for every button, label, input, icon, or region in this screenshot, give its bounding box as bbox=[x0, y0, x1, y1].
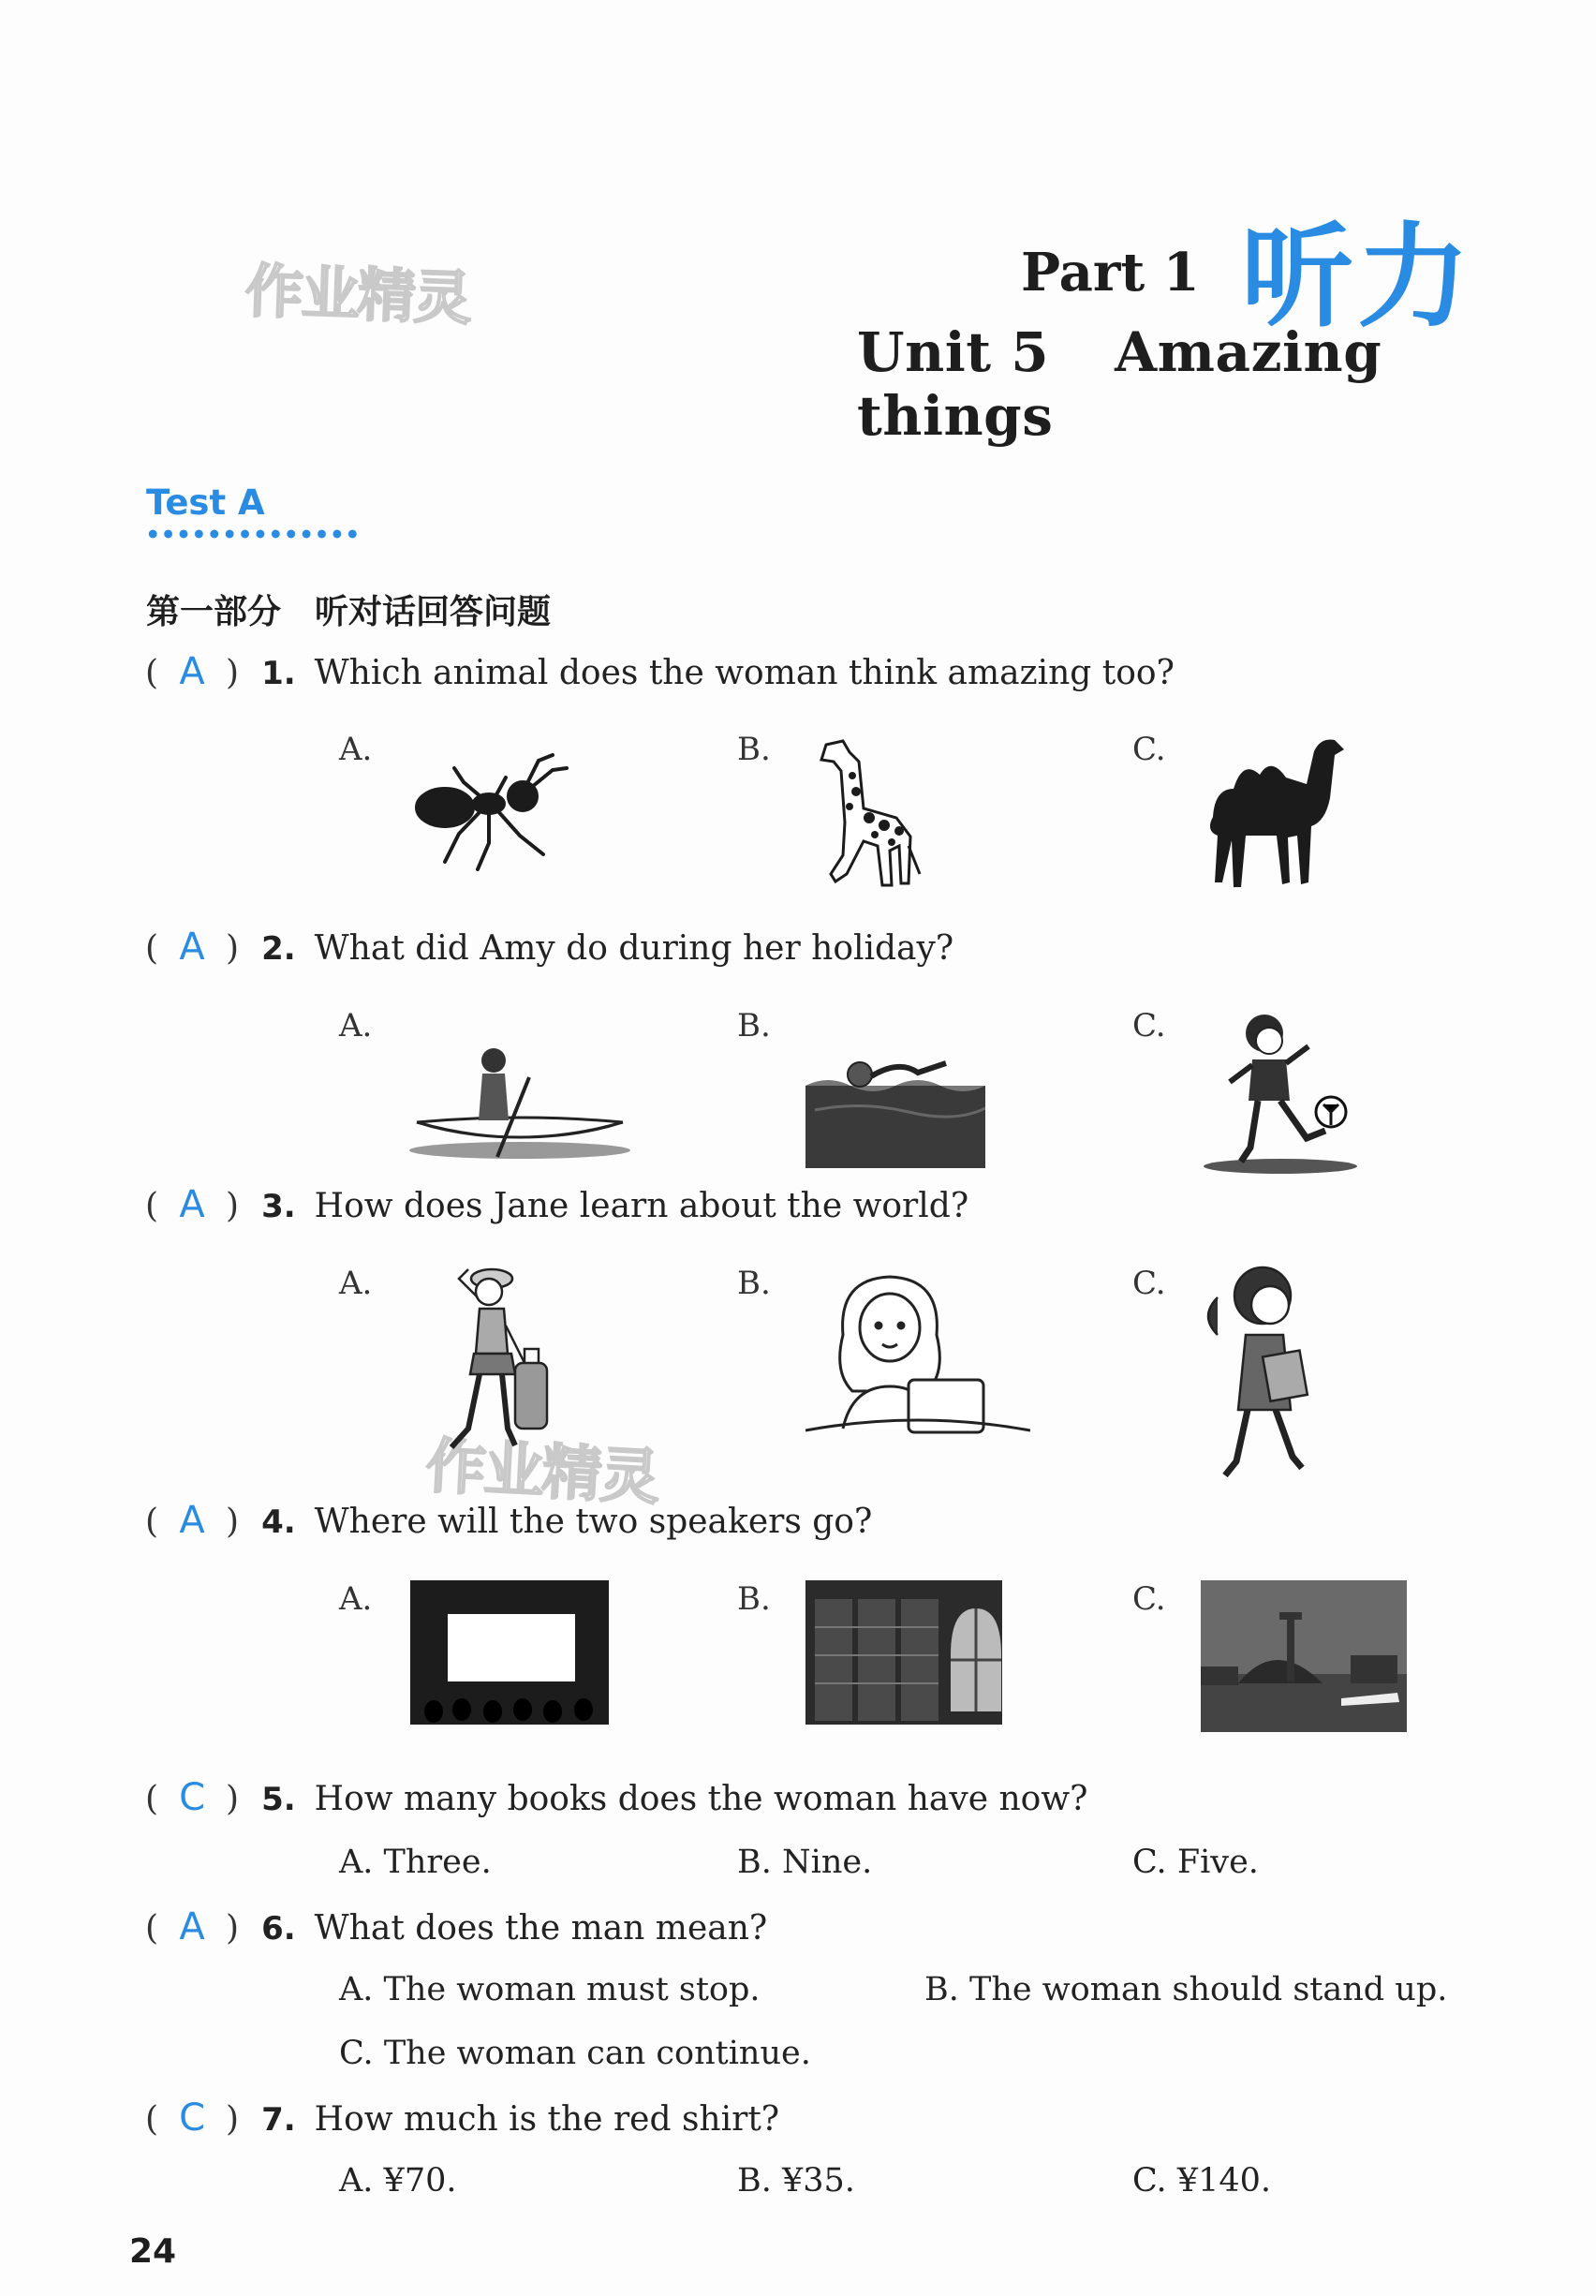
rowing-boat-icon bbox=[407, 1040, 632, 1162]
question-text: How much is the red shirt? bbox=[314, 2100, 780, 2139]
question-text: Which animal does the woman think amazing too? bbox=[314, 654, 1175, 692]
option bbox=[924, 1971, 1447, 2008]
playing-football-icon bbox=[1204, 1007, 1363, 1176]
option-letter: B. bbox=[737, 1265, 771, 1302]
option bbox=[1132, 1844, 1259, 1881]
option-letter: A. bbox=[339, 2162, 374, 2200]
question-number: 4. bbox=[261, 1504, 296, 1541]
swimming-icon bbox=[805, 1054, 985, 1168]
option bbox=[737, 1844, 872, 1881]
option-letter: C. bbox=[1132, 1007, 1166, 1044]
option-letter: B. bbox=[737, 2162, 772, 2200]
option-letter: B. bbox=[737, 731, 771, 768]
option-letter: C. bbox=[339, 2035, 374, 2072]
camel-icon bbox=[1204, 733, 1358, 896]
question-number: 6. bbox=[261, 1910, 296, 1948]
option bbox=[339, 1844, 492, 1881]
dotted-underline bbox=[145, 528, 361, 540]
answer-mark: A bbox=[179, 926, 205, 969]
question-text: Where will the two speakers go? bbox=[314, 1503, 873, 1541]
part-title-chinese: 听力 bbox=[1241, 213, 1473, 343]
option-letter: B. bbox=[737, 1844, 772, 1881]
unit-title bbox=[857, 320, 1596, 448]
question-number: 3. bbox=[261, 1188, 296, 1225]
unit-name: Amazing things bbox=[857, 320, 1382, 448]
question-row: ( A ) 4. Where will the two speakers go? bbox=[145, 1499, 873, 1542]
traveling-girl-icon bbox=[403, 1260, 590, 1457]
test-label: Test A bbox=[146, 482, 265, 523]
option-letter: C. bbox=[1132, 1844, 1167, 1881]
option-text: ¥70. bbox=[383, 2162, 457, 2200]
section-heading: 第一部分 听对话回答问题 bbox=[146, 593, 552, 631]
option-letter: A. bbox=[339, 1971, 374, 2008]
option-text: The woman can continue. bbox=[383, 2035, 811, 2072]
option-letter: B. bbox=[924, 1971, 959, 2008]
option bbox=[339, 2162, 456, 2200]
girl-reading-icon bbox=[1190, 1260, 1330, 1485]
question-row: ( A ) 2. What did Amy do during her holiday? bbox=[145, 926, 954, 969]
option-text: ¥35. bbox=[782, 2162, 855, 2200]
option-text: The woman should stand up. bbox=[969, 1971, 1448, 2008]
airport-icon bbox=[1201, 1580, 1407, 1732]
library-icon bbox=[805, 1580, 1002, 1725]
option-letter: A. bbox=[339, 1844, 374, 1881]
option-letter: A. bbox=[339, 1265, 373, 1302]
question-text: How many books does the woman have now? bbox=[314, 1780, 1088, 1818]
question-row: ( A ) 6. What does the man mean? bbox=[145, 1905, 768, 1948]
watermark: 作业精灵 bbox=[423, 1431, 660, 1514]
girl-with-laptop-icon bbox=[805, 1269, 1030, 1438]
option bbox=[339, 2035, 811, 2072]
question-text: What does the man mean? bbox=[314, 1909, 768, 1948]
answer-mark: A bbox=[179, 1183, 205, 1226]
unit-number: Unit 5 bbox=[857, 320, 1050, 384]
question-number: 1. bbox=[261, 655, 296, 692]
giraffe-icon bbox=[807, 733, 929, 893]
watermark: 作业精灵 bbox=[244, 256, 472, 333]
option-letter: B. bbox=[737, 1007, 771, 1044]
option-text: The woman must stop. bbox=[383, 1971, 761, 2008]
question-text: How does Jane learn about the world? bbox=[314, 1187, 969, 1225]
option bbox=[1132, 2162, 1271, 2200]
question-row: ( C ) 5. How many books does the woman have now? bbox=[145, 1776, 1088, 1819]
answer-mark: A bbox=[179, 1905, 205, 1948]
option-letter: B. bbox=[737, 1580, 771, 1618]
option-text: Nine. bbox=[782, 1844, 873, 1881]
question-number: 2. bbox=[261, 930, 296, 968]
option-letter: C. bbox=[1132, 731, 1166, 768]
question-row: ( A ) 1. Which animal does the woman think amazing too? bbox=[145, 650, 1175, 693]
question-text: What did Amy do during her holiday? bbox=[314, 929, 954, 968]
ant-icon bbox=[403, 749, 571, 876]
cinema-icon bbox=[410, 1580, 609, 1725]
option-letter: A. bbox=[339, 1580, 373, 1618]
question-number: 5. bbox=[261, 1781, 296, 1818]
answer-mark: C bbox=[179, 2096, 206, 2140]
answer-mark: A bbox=[179, 1499, 205, 1542]
option bbox=[737, 2162, 855, 2200]
option-text: Three. bbox=[383, 1844, 492, 1881]
option-text: Five. bbox=[1176, 1844, 1259, 1881]
option-text: ¥140. bbox=[1176, 2162, 1272, 2200]
answer-mark: A bbox=[179, 650, 205, 693]
option-letter: C. bbox=[1132, 1580, 1166, 1618]
option-letter: C. bbox=[1132, 2162, 1167, 2200]
question-row: ( C ) 7. How much is the red shirt? bbox=[145, 2096, 780, 2140]
question-number: 7. bbox=[261, 2101, 296, 2139]
option-letter: A. bbox=[339, 1007, 373, 1044]
question-row: ( A ) 3. How does Jane learn about the world? bbox=[145, 1183, 969, 1226]
option bbox=[339, 1971, 761, 2008]
option-letter: A. bbox=[339, 731, 373, 768]
answer-mark: C bbox=[179, 1776, 206, 1819]
page-number: 24 bbox=[129, 2232, 177, 2271]
option-letter: C. bbox=[1132, 1265, 1166, 1302]
part-label: Part 1 bbox=[1021, 242, 1200, 304]
